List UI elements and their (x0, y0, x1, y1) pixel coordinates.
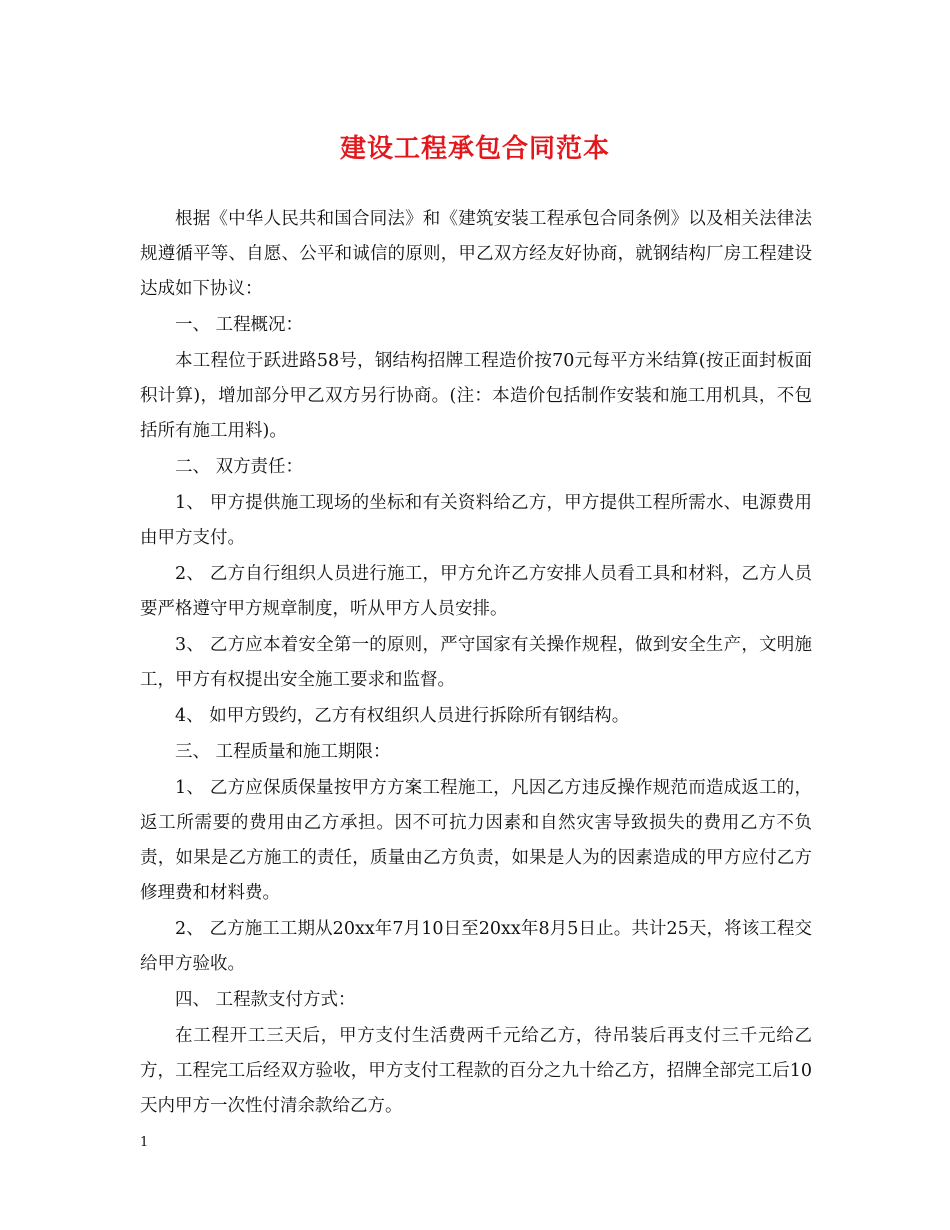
overview-paragraph: 本工程位于跃进路58号，钢结构招牌工程造价按70元每平方米结算(按正面封板面积计算)，增加部分甲乙双方另行协商。(注：本造价包括制作安装和施工用机具，不包括所有施工用料)。 (140, 351, 812, 441)
section-heading-responsibilities: 二、 双方责任： (175, 457, 304, 477)
payment-paragraph: 在工程开工三天后，甲方支付生活费两千元给乙方，待吊装后再支付三千元给乙方，工程完工后经双方验收，甲方支付工程款的百分之九十给乙方，招牌全部完工后10天内甲方一次性付清余款给乙方。 (140, 1026, 812, 1116)
responsibility-item-4: 4、 如甲方毁约，乙方有权组织人员进行拆除所有钢结构。 (175, 706, 630, 726)
section-heading-overview: 一、 工程概况： (175, 315, 304, 335)
section-heading-payment: 四、 工程款支付方式： (175, 990, 356, 1010)
responsibility-item-1: 1、 甲方提供施工现场的坐标和有关资料给乙方，甲方提供工程所需水、电源费用由甲方支付。 (140, 493, 812, 548)
intro-paragraph: 根据《中华人民共和国合同法》和《建筑安装工程承包合同条例》以及相关法律法规遵循平等、自愿、公平和诚信的原则，甲乙双方经友好协商，就钢结构厂房工程建设达成如下协议： (140, 209, 812, 299)
schedule-item-2: 2、 乙方施工工期从20xx年7月10日至20xx年8月5日止。共计25天，将该工程交给甲方验收。 (140, 919, 812, 974)
page-number: 1 (140, 1135, 149, 1150)
responsibility-item-2: 2、 乙方自行组织人员进行施工，甲方允许乙方安排人员看工具和材料，乙方人员要严格遵守甲方规章制度，听从甲方人员安排。 (140, 564, 812, 619)
section-heading-quality-schedule: 三、 工程质量和施工期限： (175, 742, 391, 762)
document-body (140, 202, 812, 1125)
document-title: 建设工程承包合同范本 (339, 134, 610, 164)
quality-item-1: 1、 乙方应保质保量按甲方方案工程施工，凡因乙方违反操作规范而造成返工的，返工所需要的费用由乙方承担。因不可抗力因素和自然灾害导致损失的费用乙方不负责，如果是乙方施工的责任，质量由乙方负责，如果是人为的因素造成的甲方应付乙方修理费和材料费。 (140, 778, 812, 903)
responsibility-item-3: 3、 乙方应本着安全第一的原则，严守国家有关操作规程，做到安全生产，文明施工，甲方有权提出安全施工要求和监督。 (140, 635, 812, 690)
